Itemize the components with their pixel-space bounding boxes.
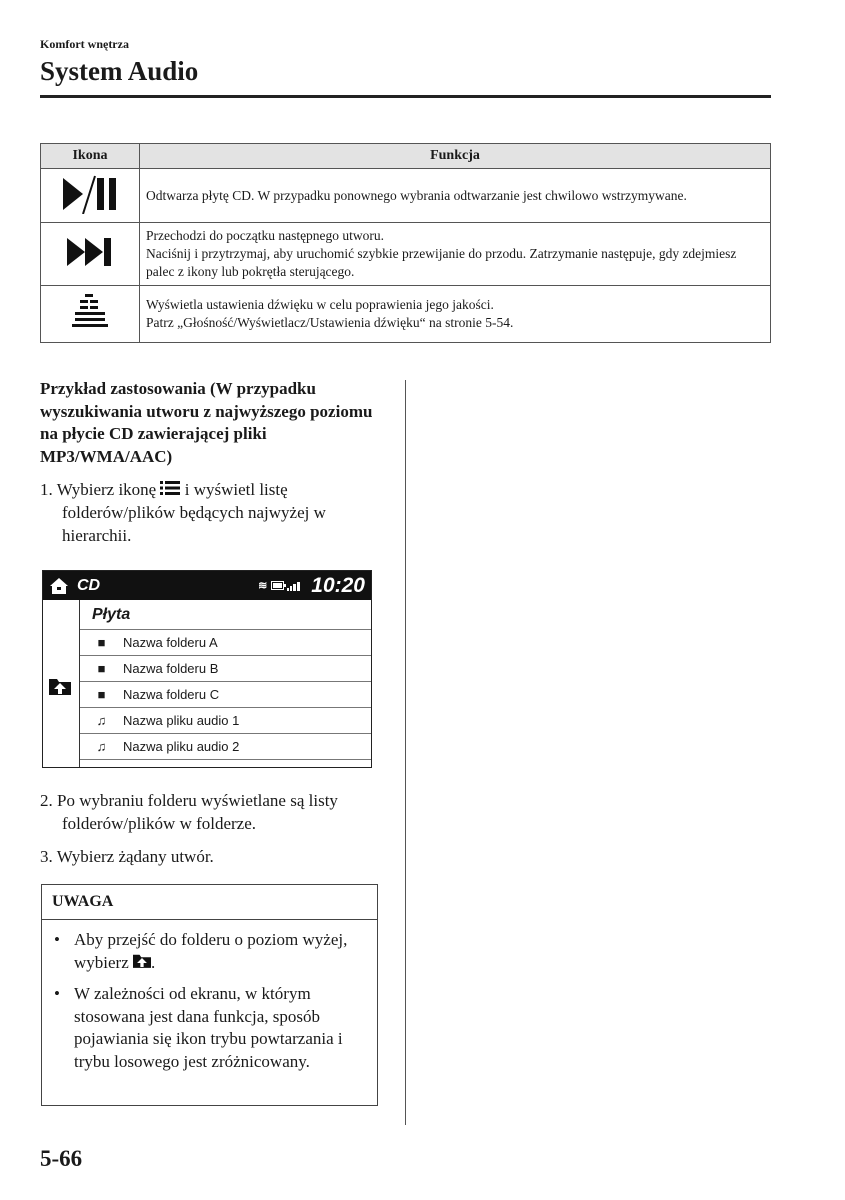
example-heading: Przykład zastosowania (W przypadku wyszukiwania utworu z najwyższego poziomu na płycie CD zawierającej pliki MP3/WMA/AAC) [40, 379, 373, 466]
screen-list [80, 600, 371, 767]
equalizer-icon [70, 292, 110, 332]
item-label: Nazwa folderu B [123, 661, 219, 676]
note-bullet-1 [42, 929, 377, 974]
page-title: System Audio [40, 56, 199, 86]
folder-icon: ■ [97, 687, 106, 702]
page-number: 5-66 [40, 1146, 83, 1171]
section-label: Komfort wnętrza [40, 37, 129, 51]
list-item[interactable] [80, 682, 371, 708]
note-text: Aby przejść do folderu o poziom wyżej, wybierz [74, 930, 348, 972]
folder-icon: ■ [97, 661, 106, 676]
step-1-text: 1. Wybierz ikonę [40, 480, 161, 499]
table-row [41, 169, 771, 223]
note-title: UWAGA [42, 885, 377, 920]
item-label: Nazwa pliku audio 2 [123, 739, 240, 754]
row-text: Naciśnij i przytrzymaj, aby uruchomić szybkie przewijanie do przodu. Zatrzymanie następuje, gdy zdejmiesz palec z ikony lub pokrętła sterującego. [146, 246, 737, 279]
list-item[interactable] [80, 708, 371, 734]
item-label: Nazwa folderu A [123, 635, 218, 650]
music-note-icon: ♫ [96, 713, 107, 728]
column-divider [405, 380, 406, 1125]
battery-icon [271, 581, 287, 590]
step-3: 3. Wybierz żądany utwór. [40, 847, 214, 866]
folder-up-icon [133, 953, 151, 968]
title-rule [40, 95, 771, 98]
item-label: Nazwa folderu C [123, 687, 220, 702]
folder-icon: ■ [97, 635, 106, 650]
home-icon [49, 577, 69, 595]
screen-status-bar [43, 571, 371, 600]
table-row [41, 286, 771, 343]
screen-title: Płyta [80, 600, 371, 630]
folder-up-icon[interactable] [49, 677, 71, 695]
item-label: Nazwa pliku audio 1 [123, 713, 240, 728]
step-1-text-end: i wyświetl listę folderów/plików będących najwyżej w hierarchii. [62, 480, 326, 545]
row-text: Wyświetla ustawienia dźwięku w celu poprawienia jego jakości. [146, 297, 494, 312]
cd-screen-illustration [42, 570, 372, 768]
wifi-icon: ≋ [258, 580, 268, 592]
next-track-icon [67, 236, 113, 268]
screen-source: CD [77, 576, 101, 594]
note-box [41, 884, 378, 1106]
note-text-end: . [151, 952, 156, 972]
signal-icon [287, 581, 303, 591]
screen-side-panel [43, 600, 80, 767]
music-note-icon: ♫ [96, 739, 107, 754]
list-icon [160, 481, 180, 495]
row-text: Odtwarza płytę CD. W przypadku ponownego wybrania odtwarzanie jest chwilowo wstrzymywane. [146, 187, 687, 203]
table-row [41, 223, 771, 286]
list-item[interactable] [80, 630, 371, 656]
step-1 [40, 478, 380, 547]
note-bullet-2: • W zależności od ekranu, w którym stosowana jest dana funkcja, sposób pojawiania się ikon trybu powtarzania i trybu losowego jest zróżnicowany. [42, 983, 377, 1073]
row-text: Przechodzi do początku następnego utworu. [146, 228, 385, 243]
list-item[interactable] [80, 734, 371, 760]
step-2: 2. Po wybraniu folderu wyświetlane są listy folderów/plików w folderze. [40, 791, 338, 833]
col-header-function: Funkcja [140, 144, 771, 169]
col-header-icon: Ikona [41, 144, 140, 169]
play-pause-icon [61, 174, 119, 214]
row-text: Patrz „Głośność/Wyświetlacz/Ustawienia dźwięku“ na stronie 5-54. [146, 315, 514, 330]
list-item[interactable] [80, 656, 371, 682]
screen-clock: 10:20 [311, 573, 365, 597]
icon-function-table [40, 143, 771, 343]
